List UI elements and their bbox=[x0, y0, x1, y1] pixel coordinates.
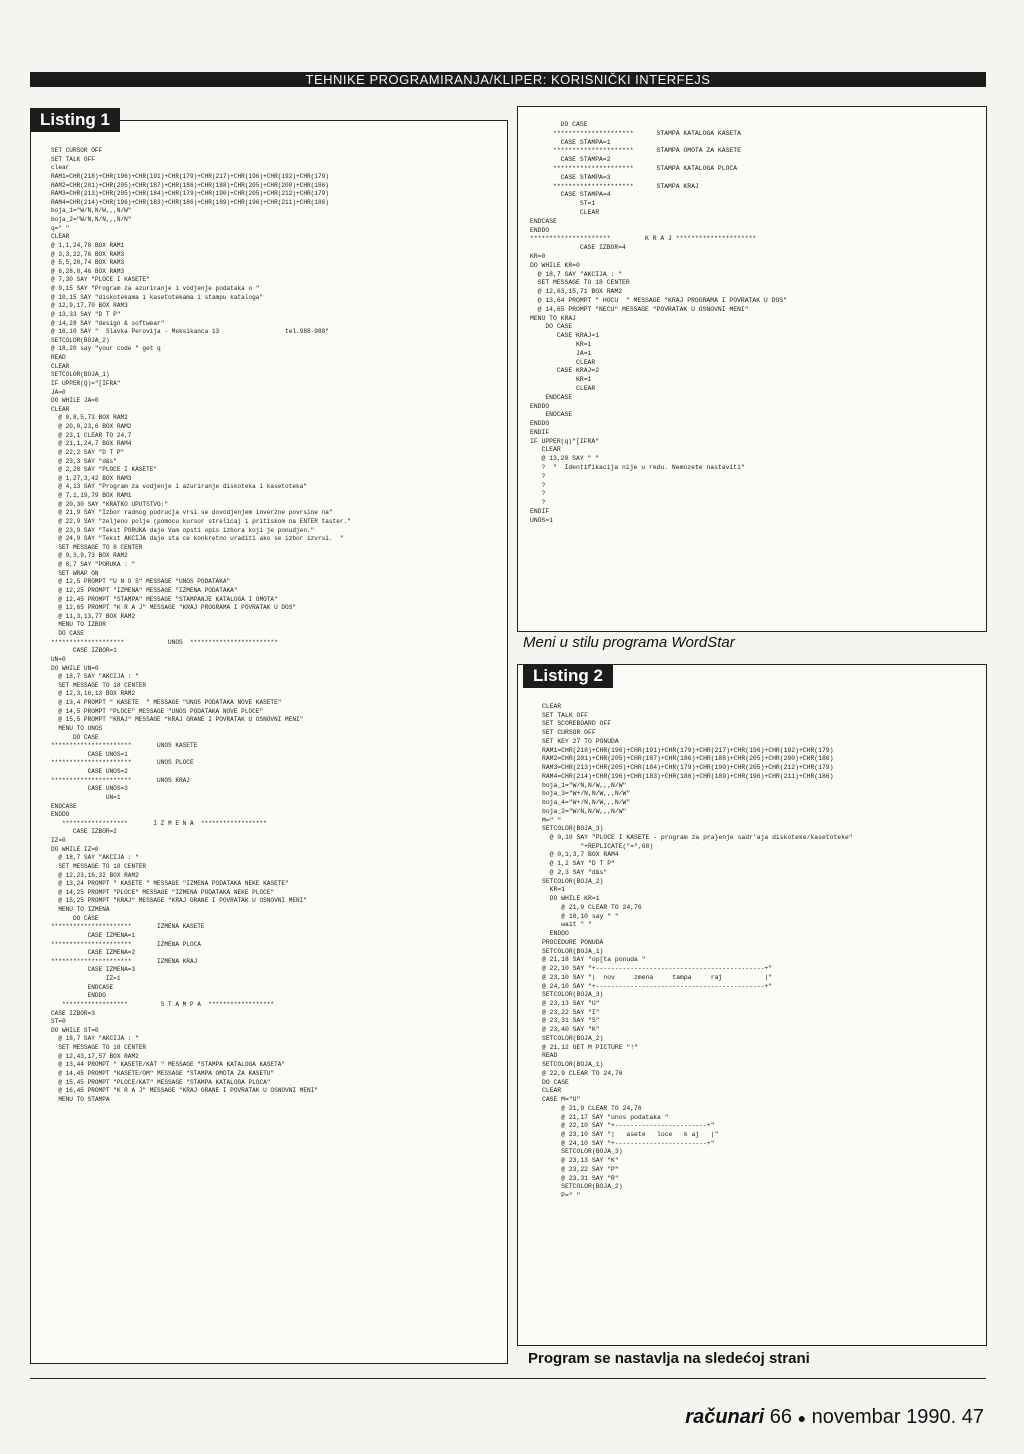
page-number: 47 bbox=[961, 1406, 984, 1428]
listing-1-code: SET CURSOR OFF SET TALK OFF clear RAM1=CHR(218)+CHR(196)+CHR(191)+CHR(179)+CHR(217)+CHR(196)+CHR(192)+CHR(179) RAM2=CHR(201)+CHR(205)+CHR(187)+CHR(186)+CHR(188)+CHR(205)+CHR(200)+CHR(186) RAM3=CHR(213)+CHR(205)+CHR(184)+CHR(179)+CHR(190)+CHR(205)+CHR(212)+CHR(179) RAM4=CHR(214)+CHR(196)+CHR(183)+CHR(186)+CHR(189)+CHR(196)+CHR(211)+CHR(186) boja_1="W/N,N/W,,,N/W" boja_2="W/N,N/N,,,N/N" q=" " CLEAR @ 1,1,24,78 BOX RAM1 @ 3,3,22,76 BOX RAM3 @ 5,5,20,74 BOX RAM3 @ 6,28,8,46 BOX RAM3 @ 7,30 SAY "PLOCE I KASETE" @ 9,15 SAY "Program za azuriranje i vodjenje podataka o " @ 10,15 SAY "diskotekama i kasetotekama i stampu kataloga" @ 12,9,17,70 BOX RAM3 @ 13,33 SAY "D T P" @ 14,28 SAY "design & softwear" @ 16,10 SAY " Slavka Perovija - Meksikanca 13 tel.988-988" SETCOLOR(BOJA_2) @ 18,20 say "your code " get q READ CLEAR SETCOLOR(BOJA_1) IF UPPER(Q)="[IFRA" JA=0 DO WHILE JA=0 CLEAR @ 0,8,5,73 BOX RAM2 @ 20,0,23,6 BOX RAM2 @ 23,1 CLEAR TO 24,7 @ 21,1,24,7 BOX RAM4 @ 22,2 SAY "D T P" @ 23,3 SAY "d&s" @ 2,28 SAY "PLOCE I KASETE" @ 1,27,3,42 BOX RAM3 @ 4,13 SAY "Program za vodjenje i azuriranje diskoteka i kasetoteka" @ 7,1,19,79 BOX RAM1 @ 20,30 SAY "KRATKO UPUTSTVO:" @ 21,9 SAY "Izbor radnog podrucja vrsi se dovodjenjem inverzne povrsine na" @ 22,9 SAY "zeljeno polje (pomocu kursor strelica) i pritiskom na ENTER taster." @ 23,9 SAY "Tekst PORUKA daje Vam opsti opis izbora koji je ponudjen." @ 24,9 SAY "Tekst AKCIJA daje sta ce konkretno uraditi ako se izbor izvrsi. " SET MESSAGE TO 8 CENTER @ 9,3,9,73 BOX RAM2 @ 8,7 SAY "PORUKA : " SET WRAP ON @ 12,5 PROMPT "U N O S" MESSAGE "UNOS PODATAKA" @ 12,25 PROMPT "IZMENA" MESSAGE "IZMENA PODATAKA" @ 12,45 PROMPT "STAMPA" MESSAGE "STAMPANJE KATALOGA I OMOTA" @ 12,65 PROMPT "K R A J" MESSAGE "KRAJ PROGRAMA I POVRATAK U DOS" @ 11,3,13,77 BOX RAM2 MENU TO IZBOR DO CASE ******************** UNOS ************************ CASE IZBOR=1 UN=0 DO WHILE UN=0 @ 18,7 SAY "AKCIJA : " SET MESSAGE TO 18 CENTER @ 12,3,16,13 BOX RAM2 @ 13,4 PROMPT " KASETE " MESSAGE "UNOS PODATAKA NOVE KASETE" @ 14,5 PROMPT "PLOCE" MESSAGE "UNOS PODATAKA NOVE PLOCE" @ 15,5 PROMPT "KRAJ" MESSAGE "KRAJ GRANE I POVRATAK U OSNOVNI MENI" MENU TO UNOS DO CASE ********************** UNOS KASETE CASE UNOS=1 ********************** UNOS PLOCE CASE UNOS=2 ********************** UNOS KRAJ CASE UNOS=3 UN=1 ENDCASE ENDDO ****************** I Z M E N A ****************** CASE IZBOR=2 IZ=0 DO WHILE IZ=0 @ 18,7 SAY "AKCIJA : " SET MESSAGE TO 18 CENTER @ 12,23,16,32 BOX RAM2 @ 13,24 PROMPT " KASETE " MESSAGE "IZMENA PODATAKA NEKE KASETE" @ 14,25 PROMPT "PLOCE" MESSAGE "IZMENA PODATAKA NEKE PLOCE" @ 15,25 PROMPT "KRAJ" MESSAGE "KRAJ GRANE I POVRATAK U OSNOVNI MENI" MENU TO IZMENA DO CASE ********************** IZMENA KASETE CASE IZMENA=1 ********************** IZMENA PLOCA CASE IZMENA=2 ********************** IZMENA KRAJ CASE IZMENA=3 IZ=1 ENDCASE ENDDO ****************** S T A M P A ****************** CASE IZBOR=3 ST=0 DO WHILE ST=0 @ 18,7 SAY "AKCIJA : " SET MESSAGE TO 18 CENTER @ 12,43,17,57 BOX RAM2 @ 13,44 PROMPT " KASETE/KAT " MESSAGE "STAMPA KATALOGA KASETA" @ 14,45 PROMPT "KASETE/OM" MESSAGE "STAMPA OMOTA ZA KASETU" @ 15,45 PROMPT "PLOCE/KAT" MESSAGE "STAMPA KATALOGA PLOCA" @ 16,45 PROMPT "K R A J" MESSAGE "KRAJ GRANE I POVRATAK U OSNOVNI MENI" MENU TO STAMPA bbox=[51, 147, 351, 1103]
magazine-brand: računari bbox=[685, 1406, 765, 1428]
footer-rule bbox=[30, 1378, 986, 1379]
issue-date: novembar 1990. bbox=[811, 1406, 957, 1428]
listing-1-box bbox=[30, 120, 508, 1364]
listing-2-code: CLEAR SET TALK OFF SET SCOREBOARD OFF SET CURSOR OFF SET KEY 27 TO PONUDA RAM1=CHR(218)+CHR(196)+CHR(191)+CHR(179)+CHR(217)+CHR(196)+CHR(192)+CHR(179) RAM2=CHR(201)+CHR(205)+CHR(187)+CHR(186)+CHR(188)+CHR(205)+CHR(200)+CHR(186) RAM3=CHR(213)+CHR(205)+CHR(184)+CHR(179)+CHR(190)+CHR(205)+CHR(212)+CHR(179) RAM4=CHR(214)+CHR(196)+CHR(183)+CHR(186)+CHR(189)+CHR(196)+CHR(211)+CHR(186) boja_1="W/N,N/W,,,N/W" boja_3="W+/N,N/W,,,N/W" boja_4="W+/N,N/W,,,N/W" boja_2="W/N,N/W,,,N/W" M=" " SETCOLOR(BOJA_3) @ 0,10 SAY "PLOCE I KASETE - program za pra}enje sadr'aja diskoteke/kasetoteke" "+REPLICATE("=",68) @ 0,1,3,7 BOX RAM4 @ 1,2 SAY "D T P" @ 2,3 SAY "d&s" SETCOLOR(BOJA_2) KR=1 DO WHILE KR=1 @ 21,9 CLEAR TO 24,76 @ 10,10 say " " wait " " ENDDO PROCEDURE PONUDA SETCOLOR(BOJA_1) @ 21,18 SAY "op[ta ponuda " @ 22,10 SAY "+--------------------------------------------+" @ 23,10 SAY "| nov zmena tampa raj |" @ 24,10 SAY "+--------------------------------------------+" SETCOLOR(BOJA_3) @ 23,13 SAY "U" @ 23,22 SAY "I" @ 23,31 SAY "S" @ 23,40 SAY "K" SETCOLOR(BOJA_2) @ 21,12 GET M PICTURE "!" READ SETCOLOR(BOJA_1) @ 22,9 CLEAR TO 24,76 DO CASE CLEAR CASE M="U" @ 21,9 CLEAR TO 24,76 @ 21,17 SAY "unos podataka " @ 22,10 SAY "+------------------------+" @ 23,10 SAY "| asete loce k aj |" @ 24,10 SAY "+------------------------+" SETCOLOR(BOJA_3) @ 23,13 SAY "K" @ 23,22 SAY "P" @ 23,31 SAY "R" SETCOLOR(BOJA_2) P=" " bbox=[542, 703, 853, 1200]
listing-2-label: Listing 2 bbox=[523, 664, 613, 688]
listing-2-box bbox=[517, 664, 987, 1346]
issue-number: 66 bbox=[769, 1406, 793, 1428]
page-footer bbox=[685, 1406, 984, 1429]
caption-continued: Program se nastavlja na sledećoj strani bbox=[528, 1350, 810, 1367]
listing-continuation-code: DO CASE ********************* STAMPA KATALOGA KASETA CASE STAMPA=1 ********************* STAMPA OMOTA ZA KASETE CASE STAMPA=2 ********************* STAMPA KATALOGA PLOCA CASE STAMPA=3 ********************* STAMPA KRAJ CASE STAMPA=4 ST=1 CLEAR ENDCASE ENDDO ********************* K R A J ********************* CASE IZBOR=4 KR=0 DO WHILE KR=0 @ 18,7 SAY "AKCIJA : " SET MESSAGE TO 18 CENTER @ 12,63,15,71 BOX RAM2 @ 13,64 PROMPT " HOCU " MESSAGE "KRAJ PROGRAMA I POVRATAK U DOS" @ 14,65 PROMPT "NECU" MESSAGE "POVRATAK U OSNOVNI MENI" MENU TO KRAJ DO CASE CASE KRAJ=1 KR=1 JA=1 CLEAR CASE KRAJ=2 KR=1 CLEAR ENDCASE ENDDO ENDCASE ENDDO ENDIF IF UPPER(q)"[IFRA" CLEAR @ 13,20 SAY " " ? " Identifikacija nije u redu. Nemozete nastaviti" ? ? ? ? ENDIF UNOS=1 bbox=[530, 121, 787, 524]
listing-1-label: Listing 1 bbox=[30, 108, 120, 132]
listing-continuation-box bbox=[517, 106, 987, 632]
section-header-bar: TEHNIKE PROGRAMIRANJA/KLIPER: KORISNIČKI INTERFEJS bbox=[30, 72, 986, 87]
footer-bullet: ● bbox=[797, 1410, 807, 1426]
caption-wordstar-menu: Meni u stilu programa WordStar bbox=[523, 634, 735, 651]
